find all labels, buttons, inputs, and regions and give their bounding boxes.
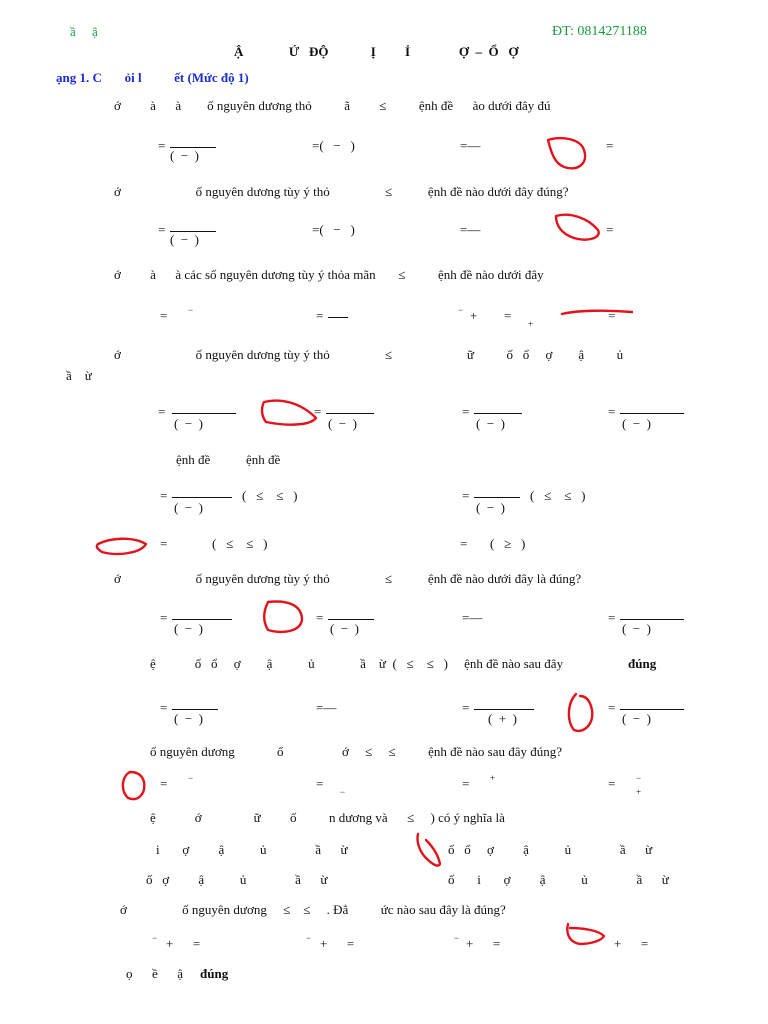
fraction-bar [620, 619, 684, 620]
fraction-bar [172, 709, 218, 710]
q7-option-b: =— [316, 700, 337, 715]
q5-option-d-range: ( ≥ ) [490, 536, 526, 551]
q8-option-b: = [316, 776, 324, 791]
fraction-bar [474, 709, 534, 710]
superscript-sign: − [152, 933, 158, 943]
fraction-bar [326, 413, 374, 414]
fraction-denominator: ( + ) [488, 711, 517, 726]
fraction-bar [328, 619, 374, 620]
question-8-text: ố nguyên dương ố ớ ≤ ≤ ệnh đề nào sau đây đúng? [150, 744, 563, 759]
header-phone: ĐT: 0814271188 [552, 24, 647, 39]
q4-option-d: = [608, 404, 616, 419]
q2-option-b: =( − ) [312, 222, 355, 237]
fraction-bar [172, 413, 236, 414]
answer-circle-mark [562, 690, 598, 736]
header-left: ầ ậ [70, 24, 98, 39]
q8-option-a: = [160, 776, 168, 791]
answer-circle-mark [540, 132, 592, 174]
q9-option-b: ố ổ ợ ậ ủ ầ ừ [448, 842, 653, 857]
q4-option-a: = [158, 404, 166, 419]
fraction-bar [172, 497, 232, 498]
question-1-text: ớ à à ố nguyên dương thỏ ã ≤ ệnh đề ào dưới đây đú [114, 98, 551, 113]
fraction-denominator: ( − ) [174, 416, 203, 431]
superscript-sign: − [458, 305, 464, 315]
q9-option-c: ố ợ ậ ủ ầ ừ [146, 872, 328, 887]
question-10-text: ớ ố nguyên dương ≤ ≤ . Đẳ ức nào sau đây là đúng? [120, 902, 506, 917]
q5-option-a-range: ( ≤ ≤ ) [242, 488, 298, 503]
q3-option-d: = [608, 308, 616, 323]
answer-circle-mark [548, 210, 608, 246]
fraction-denominator: ( − ) [174, 500, 203, 515]
answer-check-mark [412, 828, 444, 872]
fraction-denominator: ( − ) [476, 500, 505, 515]
q5-option-d-eq: = [460, 536, 468, 551]
fraction-denominator: ( − ) [174, 621, 203, 636]
q2-option-d: = [606, 222, 614, 237]
q3-option-a: = [160, 308, 168, 323]
q7-option-d: = [608, 700, 616, 715]
fraction-bar [172, 619, 232, 620]
q7-option-c: = [462, 700, 470, 715]
q9-option-a: i ợ ậ ủ ầ ừ [156, 842, 348, 857]
answer-underline-mark [558, 302, 638, 322]
fraction-denominator: ( − ) [330, 621, 359, 636]
q1-option-a: = [158, 138, 166, 153]
q6-option-b: = [316, 610, 324, 625]
q5-option-a-eq: = [160, 488, 168, 503]
q10-option-b: + = [320, 936, 355, 951]
question-5-text: ệnh đề ệnh đề [176, 452, 281, 467]
superscript-sign: − [306, 933, 312, 943]
fraction-denominator: ( − ) [170, 148, 199, 163]
q10-option-d: + = [614, 936, 649, 951]
fraction-denominator: ( − ) [476, 416, 505, 431]
question-3-text: ớ à à các số nguyên dương tùy ý thỏa mãn ≤ ệnh đề nào dưới đây [114, 267, 544, 282]
fraction-bar [474, 413, 522, 414]
answer-circle-mark [256, 396, 326, 430]
fraction-denominator: ( − ) [622, 416, 651, 431]
q6-option-a: = [160, 610, 168, 625]
q8-option-c: = [462, 776, 470, 791]
q1-option-c: =— [460, 138, 481, 153]
q6-option-c: =— [462, 610, 483, 625]
q2-option-c: =— [460, 222, 481, 237]
q5-option-b-range: ( ≤ ≤ ) [530, 488, 586, 503]
answer-circle-mark [116, 768, 152, 804]
q7-option-a: = [160, 700, 168, 715]
subscript-sign: − [340, 787, 346, 797]
question-2-text: ớ ố nguyên dương tùy ý thỏ ≤ ệnh đề nào dưới đây đúng? [114, 184, 569, 199]
q3-option-b: = [316, 308, 324, 323]
fraction-denominator: ( − ) [328, 416, 357, 431]
question-11-text: ọ ề ậ [126, 966, 184, 981]
q1-option-d: = [606, 138, 614, 153]
page-title: Ậ Ứ ĐỘ Ị Ỉ Ợ – Ổ Ợ [234, 44, 519, 59]
question-11-emphasis: đúng [200, 966, 229, 981]
q3-option-c: + [470, 308, 478, 323]
q10-option-a: + = [166, 936, 201, 951]
q5-option-b-eq: = [462, 488, 470, 503]
answer-circle-mark [560, 920, 610, 950]
superscript-sign: − [188, 305, 194, 315]
fraction-bar [474, 497, 520, 498]
fraction-bar [620, 413, 684, 414]
answer-circle-mark [258, 598, 310, 638]
answer-circle-mark [92, 532, 154, 558]
q10-option-c: + = [466, 936, 501, 951]
superscript-sign: − [188, 773, 194, 783]
section-heading: ạng 1. C ỏi l ết (Mức độ 1) [56, 70, 249, 85]
question-6-text: ớ ố nguyên dương tùy ý thỏ ≤ ệnh đề nào dưới đây là đúng? [114, 571, 582, 586]
superscript-sign: + [490, 773, 496, 783]
fraction-denominator: ( − ) [170, 232, 199, 247]
q2-option-a: = [158, 222, 166, 237]
superscript-sign: − [454, 933, 460, 943]
subscript-sign: + [528, 319, 534, 329]
question-7-emphasis: đúng [628, 656, 657, 671]
fraction-bar [620, 709, 684, 710]
fraction-denominator: ( − ) [622, 621, 651, 636]
q8-option-d: = [608, 776, 616, 791]
q4-option-c: = [462, 404, 470, 419]
question-4-text-cont: ầ ừ [66, 368, 92, 383]
fraction-denominator: ( − ) [622, 711, 651, 726]
q9-option-d: ố i ợ ậ ủ ầ ừ [448, 872, 669, 887]
subscript-sign: + [636, 787, 642, 797]
fraction-bar [328, 317, 348, 318]
question-7-text: ệ ố ổ ợ ậ ủ ầ ừ ( ≤ ≤ ) ệnh đề nào sau đây [150, 656, 564, 671]
q5-option-c-eq: = [160, 536, 168, 551]
q1-option-b: =( − ) [312, 138, 355, 153]
q5-option-c-range: ( ≤ ≤ ) [212, 536, 268, 551]
q4-option-b: = [314, 404, 322, 419]
q6-option-d: = [608, 610, 616, 625]
fraction-denominator: ( − ) [174, 711, 203, 726]
question-4-text: ớ ố nguyên dương tùy ý thỏ ≤ ữ ố ổ ợ ậ ủ [114, 347, 624, 362]
question-9-text: ệ ớ ữ ố n dương và ≤ ) có ý nghĩa là [150, 810, 505, 825]
superscript-sign: − [636, 773, 642, 783]
equals-sign: = [504, 308, 512, 323]
